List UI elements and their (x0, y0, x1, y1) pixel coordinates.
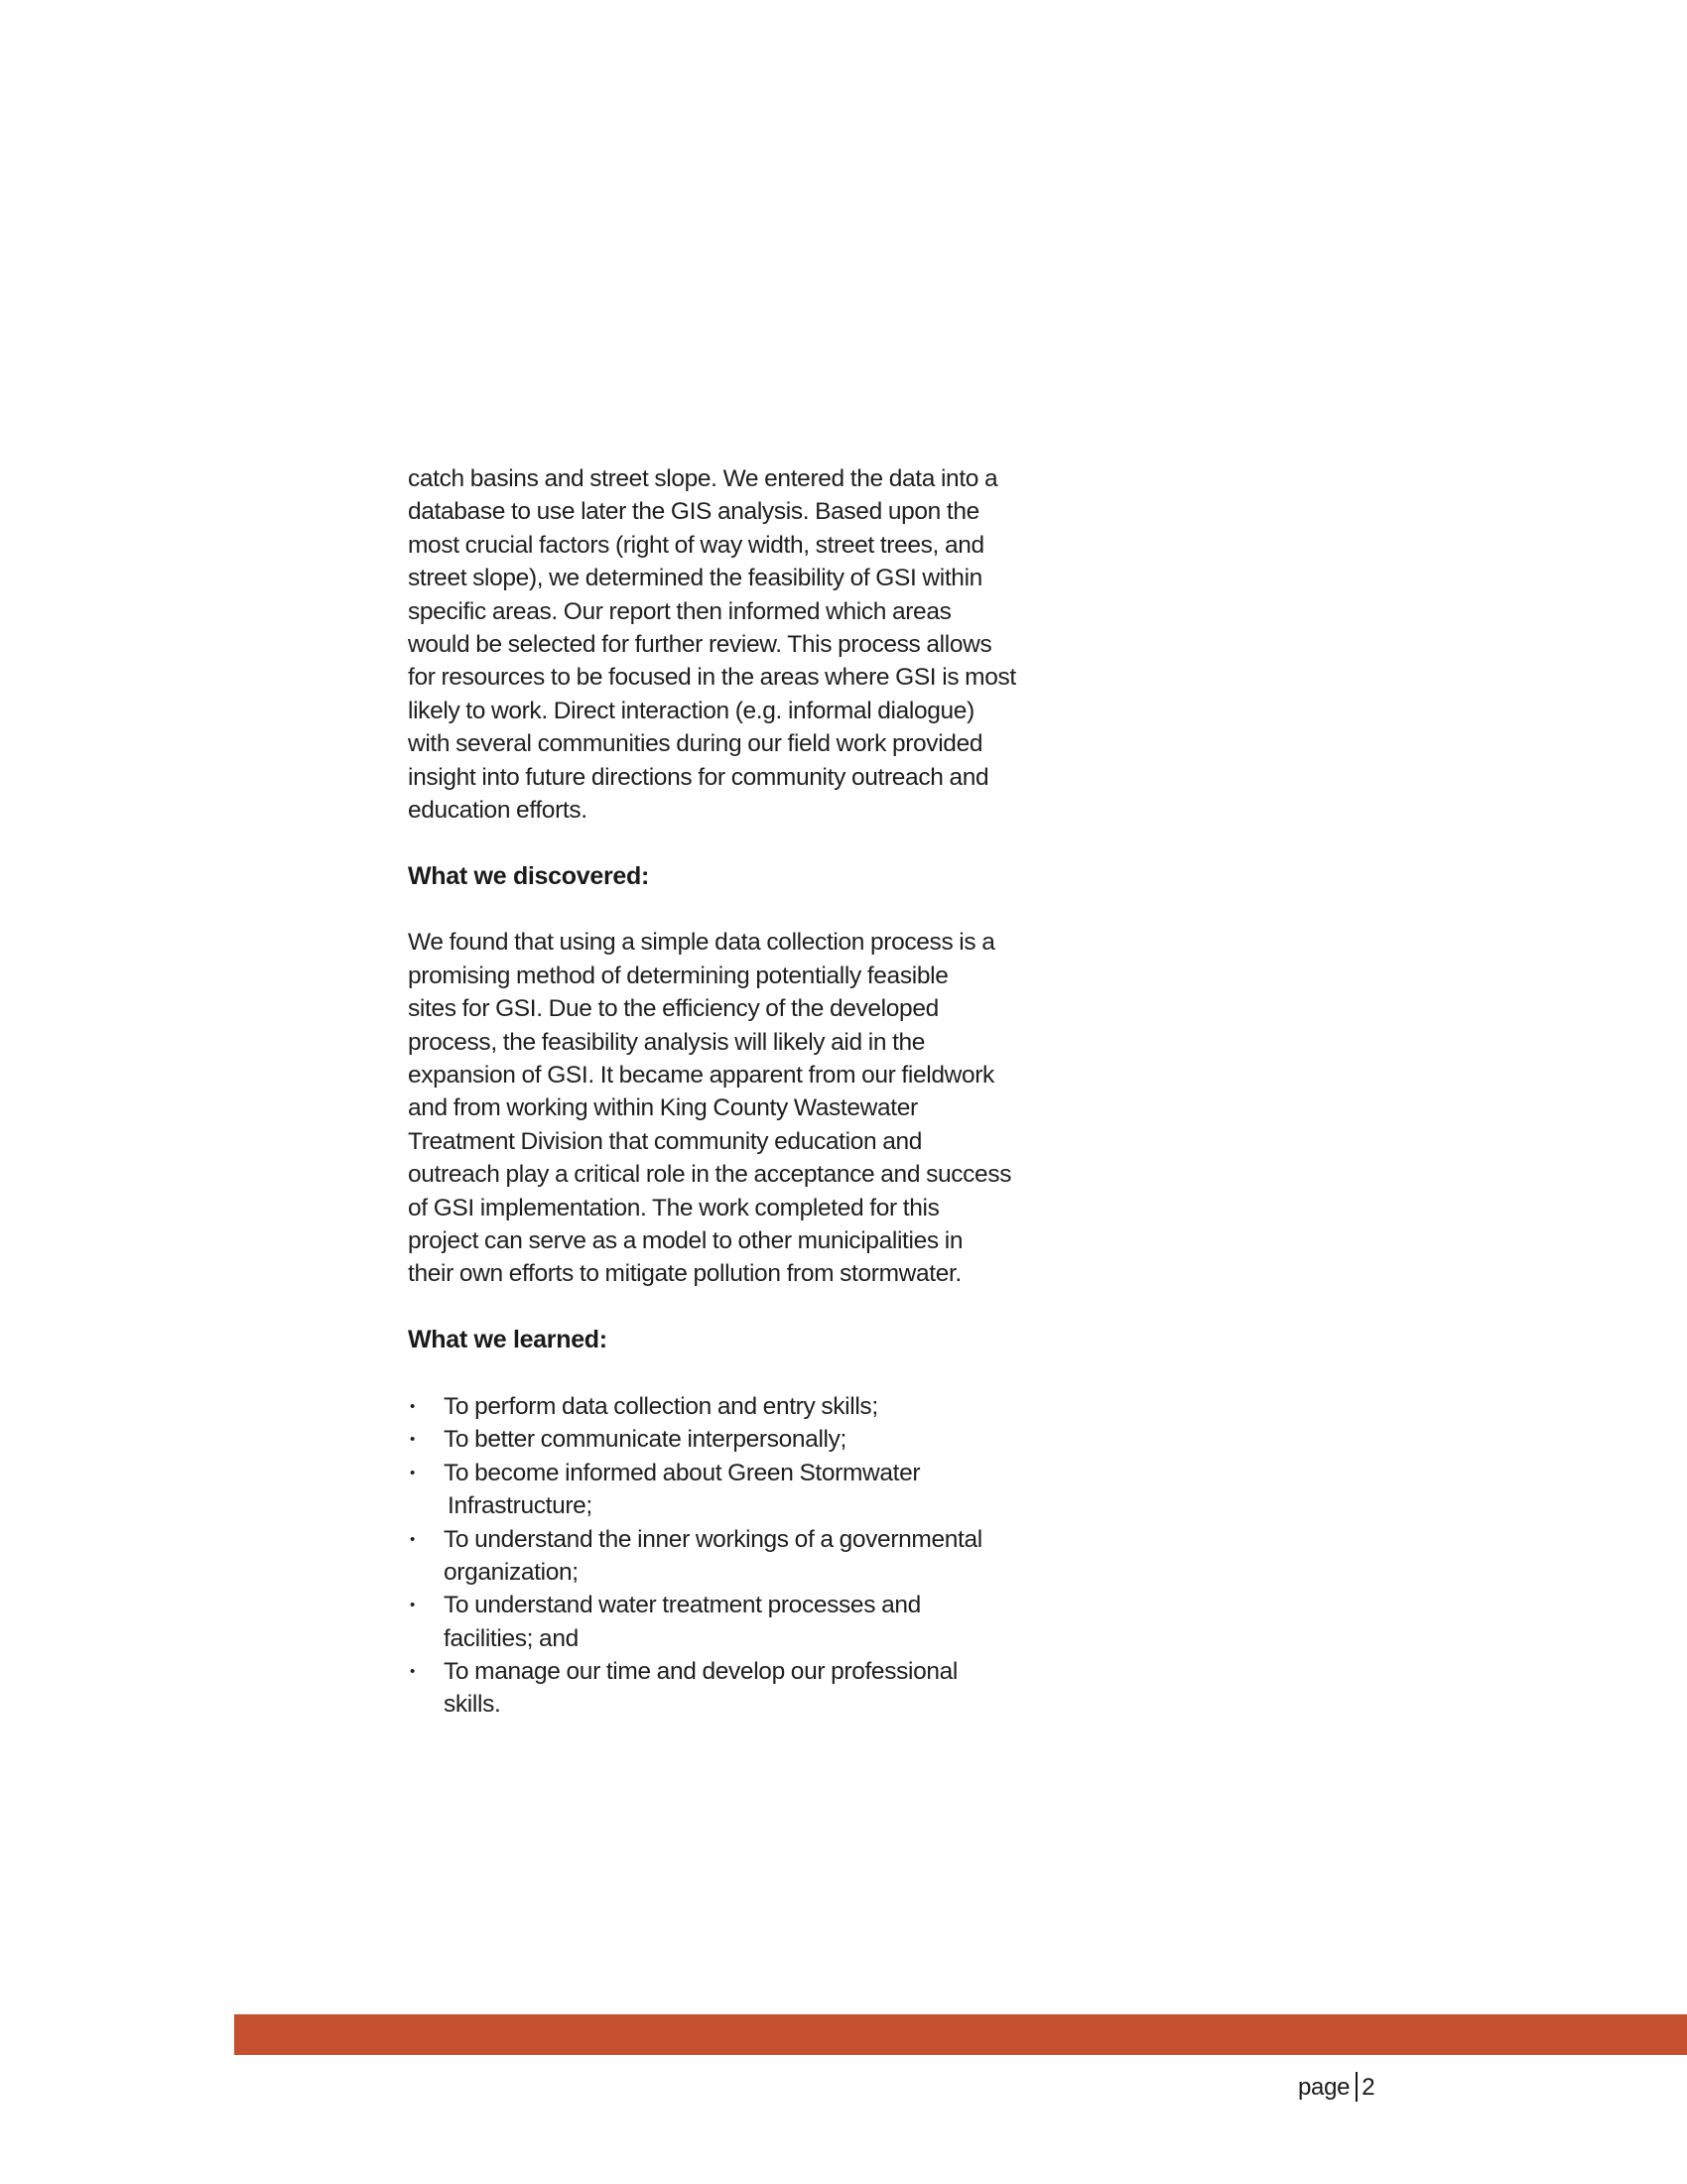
list-item-line: To understand the inner workings of a governmental (444, 1525, 982, 1553)
paragraph-line: process, the feasibility analysis will likely aid in the (408, 1028, 926, 1056)
paragraph-line: with several communities during our field work provided (408, 730, 983, 758)
spacer (408, 827, 1103, 859)
paragraph-line: would be selected for further review. This process allows (408, 630, 992, 658)
paragraph-line: expansion of GSI. It became apparent from our fieldwork (408, 1062, 994, 1090)
paragraph-line: likely to work. Direct interaction (e.g. informal dialogue) (408, 697, 974, 724)
paragraph-line: outreach play a critical role in the acceptance and success (408, 1161, 1012, 1189)
bullet-icon: • (410, 1464, 416, 1481)
list-item (408, 1589, 1103, 1655)
list-item-line: Infrastructure; (448, 1492, 592, 1520)
paragraph-line: database to use later the GIS analysis. Based upon the (408, 498, 979, 526)
discovered-paragraph (408, 926, 1103, 1290)
paragraph-line: Treatment Division that community education and (408, 1127, 923, 1155)
list-item-line: skills. (444, 1691, 501, 1719)
list-item-line: organization; (444, 1558, 579, 1586)
bullet-icon: • (410, 1530, 416, 1548)
paragraph-line: most crucial factors (right of way width, street trees, and (408, 531, 984, 559)
bullet-icon: • (410, 1397, 416, 1415)
list-item (408, 1423, 1103, 1456)
page-label: page (1298, 2074, 1351, 2101)
list-item (408, 1390, 1103, 1423)
text-column (408, 462, 1103, 1722)
paragraph-line: promising method of determining potentially feasible (408, 962, 949, 989)
page-separator (1356, 2072, 1358, 2102)
section-heading-discovered: What we discovered: (408, 861, 649, 890)
paragraph-line: education efforts. (408, 796, 587, 824)
paragraph-line: of GSI implementation. The work completed for this (408, 1194, 940, 1221)
footer-accent-bar (234, 2014, 1687, 2055)
bullet-icon: • (410, 1597, 416, 1614)
paragraph-line: street slope), we determined the feasibility of GSI within (408, 565, 982, 592)
bullet-icon: • (410, 1663, 416, 1681)
paragraph-line: We found that using a simple data collection process is a (408, 929, 995, 957)
list-item (408, 1523, 1103, 1590)
paragraph-line: and from working within King County Wastewater (408, 1094, 918, 1122)
list-item-line: To become informed about Green Stormwater (444, 1459, 921, 1486)
paragraph-line: catch basins and street slope. We entered the data into a (408, 465, 998, 492)
intro-paragraph (408, 462, 1103, 827)
list-item (408, 1457, 1103, 1523)
list-item-line: To better communicate interpersonally; (444, 1426, 846, 1454)
list-item-line: To understand water treatment processes and (444, 1592, 921, 1619)
spacer (408, 893, 1103, 926)
spacer (408, 1357, 1103, 1390)
bullet-icon: • (410, 1431, 416, 1449)
list-item-line: facilities; and (444, 1624, 579, 1652)
learned-bullet-list (408, 1390, 1103, 1722)
spacer (408, 1291, 1103, 1324)
page-number-value: 2 (1362, 2074, 1375, 2101)
paragraph-line: insight into future directions for community outreach and (408, 763, 989, 791)
list-item (408, 1655, 1103, 1722)
list-item-line: To manage our time and develop our professional (444, 1658, 959, 1686)
section-heading-learned: What we learned: (408, 1326, 607, 1354)
paragraph-line: their own efforts to mitigate pollution from stormwater. (408, 1260, 962, 1288)
page-number (1298, 2072, 1374, 2104)
paragraph-line: for resources to be focused in the areas where GSI is most (408, 664, 1016, 692)
list-item-line: To perform data collection and entry skills; (444, 1392, 878, 1420)
paragraph-line: sites for GSI. Due to the efficiency of the developed (408, 995, 939, 1023)
paragraph-line: specific areas. Our report then informed which areas (408, 597, 952, 625)
paragraph-line: project can serve as a model to other municipalities in (408, 1226, 964, 1254)
